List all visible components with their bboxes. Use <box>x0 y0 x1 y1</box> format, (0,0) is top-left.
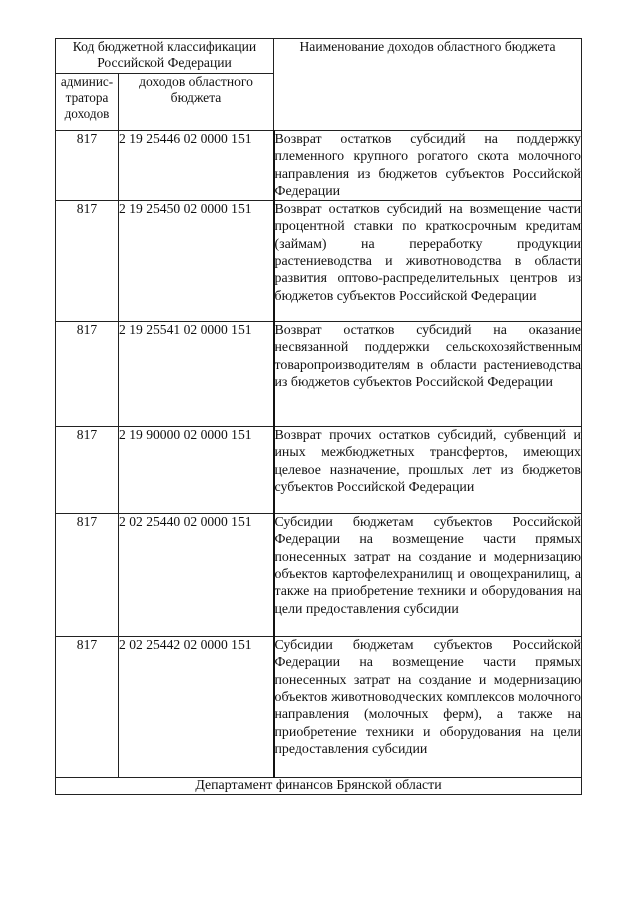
income-code-cell: 2 19 90000 02 0000 151 <box>119 427 274 514</box>
table-row <box>56 131 582 201</box>
income-code-header: доходов областного бюджета <box>119 74 274 131</box>
income-name-cell: Субсидии бюджетам субъектов Российской Федерации на возмещение части прямых понесенных затрат на создание и модернизацию объектов картофелехранилищ и овощехранилищ, а также на приобретение техники и оборудования на цели предоставления субсидии <box>274 514 582 637</box>
income-name-cell: Возврат остатков субсидий на поддержку племенного крупного рогатого скота молочного направления из бюджетов субъектов Российской Федерации <box>274 132 581 199</box>
table-row <box>56 322 582 427</box>
income-name-cell: Возврат остатков субсидий на оказание несвязанной поддержки сельскохозяйственным товаропроизводителям в области растениеводства из бюджетов субъектов Российской Федерации <box>274 322 582 427</box>
table-row <box>56 427 582 514</box>
admin-code-cell: 817 <box>56 322 119 427</box>
income-code-cell: 2 19 25450 02 0000 151 <box>119 201 274 322</box>
income-code-cell: 2 02 25440 02 0000 151 <box>119 514 274 637</box>
admin-code-cell: 817 <box>56 131 119 201</box>
table-row <box>56 637 582 778</box>
department-row <box>56 778 582 795</box>
income-name-cell: Возврат остатков субсидий на возмещение части процентной ставки по краткосрочным кредитам (займам) на переработку продукции растениеводства и животноводства в области развития оптово-распределительных центров из бюджетов субъектов Российской Федерации <box>274 201 582 322</box>
income-code-cell: 2 02 25442 02 0000 151 <box>119 637 274 778</box>
admin-code-cell: 817 <box>56 637 119 778</box>
income-code-cell: 2 19 25541 02 0000 151 <box>119 322 274 427</box>
department-heading: Департамент финансов Брянской области <box>56 778 582 795</box>
table-body <box>56 131 582 795</box>
budget-classification-table <box>55 38 582 795</box>
income-name-cell: Возврат прочих остатков субсидий, субвенций и иных межбюджетных трансфертов, имеющих целевое назначение, прошлых лет из бюджетов субъектов Российской Федерации <box>274 427 582 514</box>
admin-code-cell: 817 <box>56 514 119 637</box>
admin-code-cell: 817 <box>56 201 119 322</box>
administrator-header: админис-тратора доходов <box>56 74 119 131</box>
income-name-cell: Субсидии бюджетам субъектов Российской Федерации на возмещение части прямых понесенных затрат на создание и модернизацию объектов животноводческих комплексов молочного направления (молочных ферм), а также на приобретение техники и оборудования на цели предоставления субсидии <box>274 637 582 778</box>
table-row <box>56 514 582 637</box>
income-code-cell: 2 19 25446 02 0000 151 <box>119 131 274 201</box>
table-header-row <box>56 39 582 74</box>
income-name-header: Наименование доходов областного бюджета <box>274 39 582 131</box>
admin-code-cell: 817 <box>56 427 119 514</box>
budget-code-group-header: Код бюджетной классификации Российской Федерации <box>56 39 274 74</box>
table-row <box>56 201 582 322</box>
